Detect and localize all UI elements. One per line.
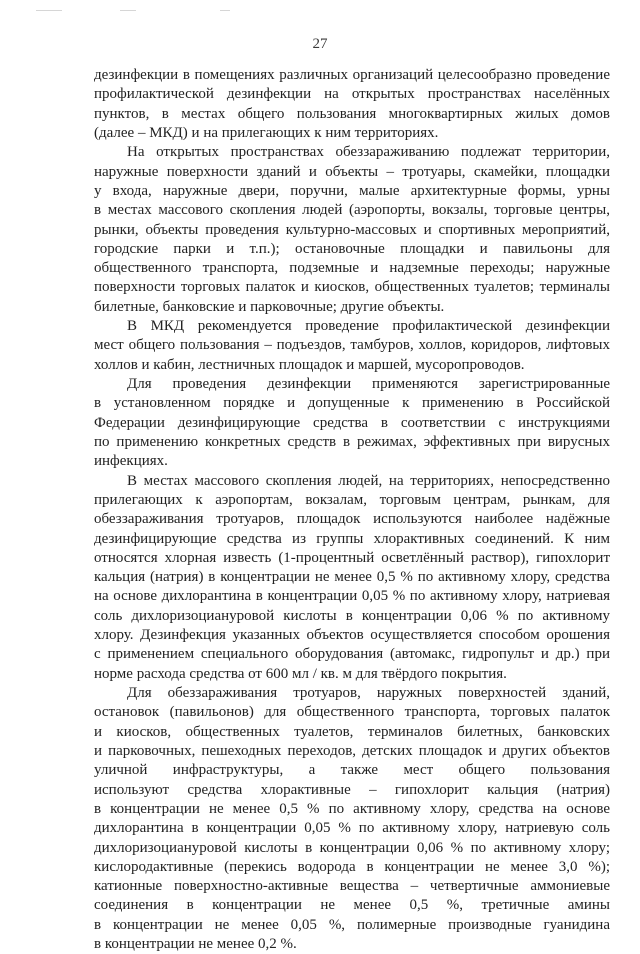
text-line: по применению конкретных средств в режимах, эффективных при вирусных (94, 433, 610, 450)
text-line: соль дихлоризоциануровой кислоты в концентрации 0,06 % по активному (94, 607, 610, 624)
text-line: В МКД рекомендуется проведение профилактической дезинфекции (127, 318, 610, 335)
paragraph (94, 472, 610, 684)
text-line: у входа, наружные двери, поручни, малые архитектурные формы, урны (94, 182, 610, 199)
text-line: мест общего пользования – подъездов, тамбуров, холлов, коридоров, лифтовых (94, 337, 610, 354)
text-line: уличной инфраструктуры, а также мест общего пользования (94, 762, 610, 779)
text-line: с применением специального оборудования (автомакс, гидропульт и др.) при (94, 646, 610, 663)
text-line: поверхности торговых палаток и киосков, общественных туалетов; терминалы (94, 279, 610, 296)
scan-artifact (220, 10, 230, 11)
text-line: остановок (павильонов) для общественного транспорта, торговых палаток (94, 704, 610, 721)
text-line: в местах массового скопления людей (аэропорты, вокзалы, торговые центры, (94, 202, 610, 219)
text-line: (далее – МКД) и на прилегающих к ним территориях. (94, 124, 439, 141)
text-line: городские парки и т.п.); остановочные площадки и павильоны для (94, 240, 610, 257)
document-body (94, 66, 610, 954)
text-line: и киосков, общественных туалетов, терминалов билетных, банковских (94, 723, 610, 740)
text-line: пунктов, в местах общего пользования многоквартирных жилых домов (94, 105, 610, 122)
paragraph (94, 317, 610, 375)
text-line: кислородактивные (перекись водорода в концентрации не менее 3,0 %); (94, 858, 610, 875)
text-line: холлов и кабин, лестничных площадок и маршей, мусоропроводов. (94, 356, 525, 373)
text-line: и парковочных, пешеходных переходов, детских площадок и других объектов (94, 742, 610, 759)
text-line: используют средства хлорактивные – гипохлорит кальция (натрия) (94, 781, 610, 798)
text-line: билетные, банковские и парковочные; другие объекты. (94, 298, 445, 315)
text-line: инфекциях. (94, 453, 168, 470)
text-line: обеззараживания тротуаров, площадок используются наиболее надёжные (94, 511, 610, 528)
paragraph (94, 66, 610, 143)
text-line: На открытых пространствах обеззараживанию подлежат территории, (127, 144, 610, 161)
paragraph (94, 375, 610, 472)
text-line: катионные поверхностно-активные вещества – четвертичные аммониевые (94, 878, 610, 895)
page-number: 27 (312, 36, 328, 52)
paragraph (94, 684, 610, 954)
text-line: соединения в концентрации не менее 0,5 %, третичные амины (94, 897, 610, 914)
text-line: норме расхода средства от 600 мл / кв. м для твёрдого покрытия. (94, 665, 507, 682)
text-line: профилактической дезинфекции на открытых пространствах населённых (94, 86, 610, 103)
text-line: дезинфицирующие средства из группы хлорактивных соединений. К ним (94, 530, 610, 547)
text-line: Для проведения дезинфекции применяются зарегистрированные (127, 376, 610, 392)
text-line: дихлорантина в концентрации 0,05 % по активному хлору, натриевую соль (94, 820, 610, 837)
text-line: общественного транспорта, подземные и надземные переходы; наружные (94, 260, 610, 277)
text-line: в концентрации не менее 0,2 %. (94, 936, 297, 953)
text-line: Федерации дезинфицирующие средства в соответствии с инструкциями (94, 414, 610, 431)
text-line: на основе дихлорантина в концентрации 0,05 % по активному хлору, натриевая (94, 588, 610, 605)
text-line: прилегающих к аэропортам, вокзалам, торговым центрам, рынкам, для (94, 491, 610, 508)
text-line: в концентрации не менее 0,5 % по активному хлору, средства на основе (94, 800, 610, 817)
paragraph (94, 143, 610, 317)
text-line: относятся хлорная известь (1-процентный осветлённый раствор), гипохлорит (94, 549, 610, 566)
text-line: дезинфекции в помещениях различных организаций целесообразно проведение (94, 67, 610, 83)
text-line: Для обеззараживания тротуаров, наружных поверхностей зданий, (127, 685, 610, 701)
text-line: В местах массового скопления людей, на территориях, непосредственно (127, 472, 610, 489)
scan-artifact (36, 10, 62, 11)
text-line: дихлоризоциануровой кислоты в концентрации 0,06 % по активному хлору; (94, 839, 610, 856)
scan-artifact (120, 10, 136, 11)
text-line: кальция (натрия) в концентрации не менее 0,5 % по активному хлору, средства (94, 569, 610, 586)
text-line: хлору. Дезинфекция указанных объектов осуществляется способом орошения (94, 627, 610, 644)
text-line: наружные поверхности зданий и объекты – тротуары, скамейки, площадки (94, 163, 610, 180)
text-line: в установленном порядке и допущенные к применению в Российской (94, 395, 610, 412)
text-line: рынки, объекты проведения культурно-массовых и спортивных мероприятий, (94, 221, 610, 238)
text-line: в концентрации не менее 0,05 %, полимерные производные гуанидина (94, 916, 610, 933)
